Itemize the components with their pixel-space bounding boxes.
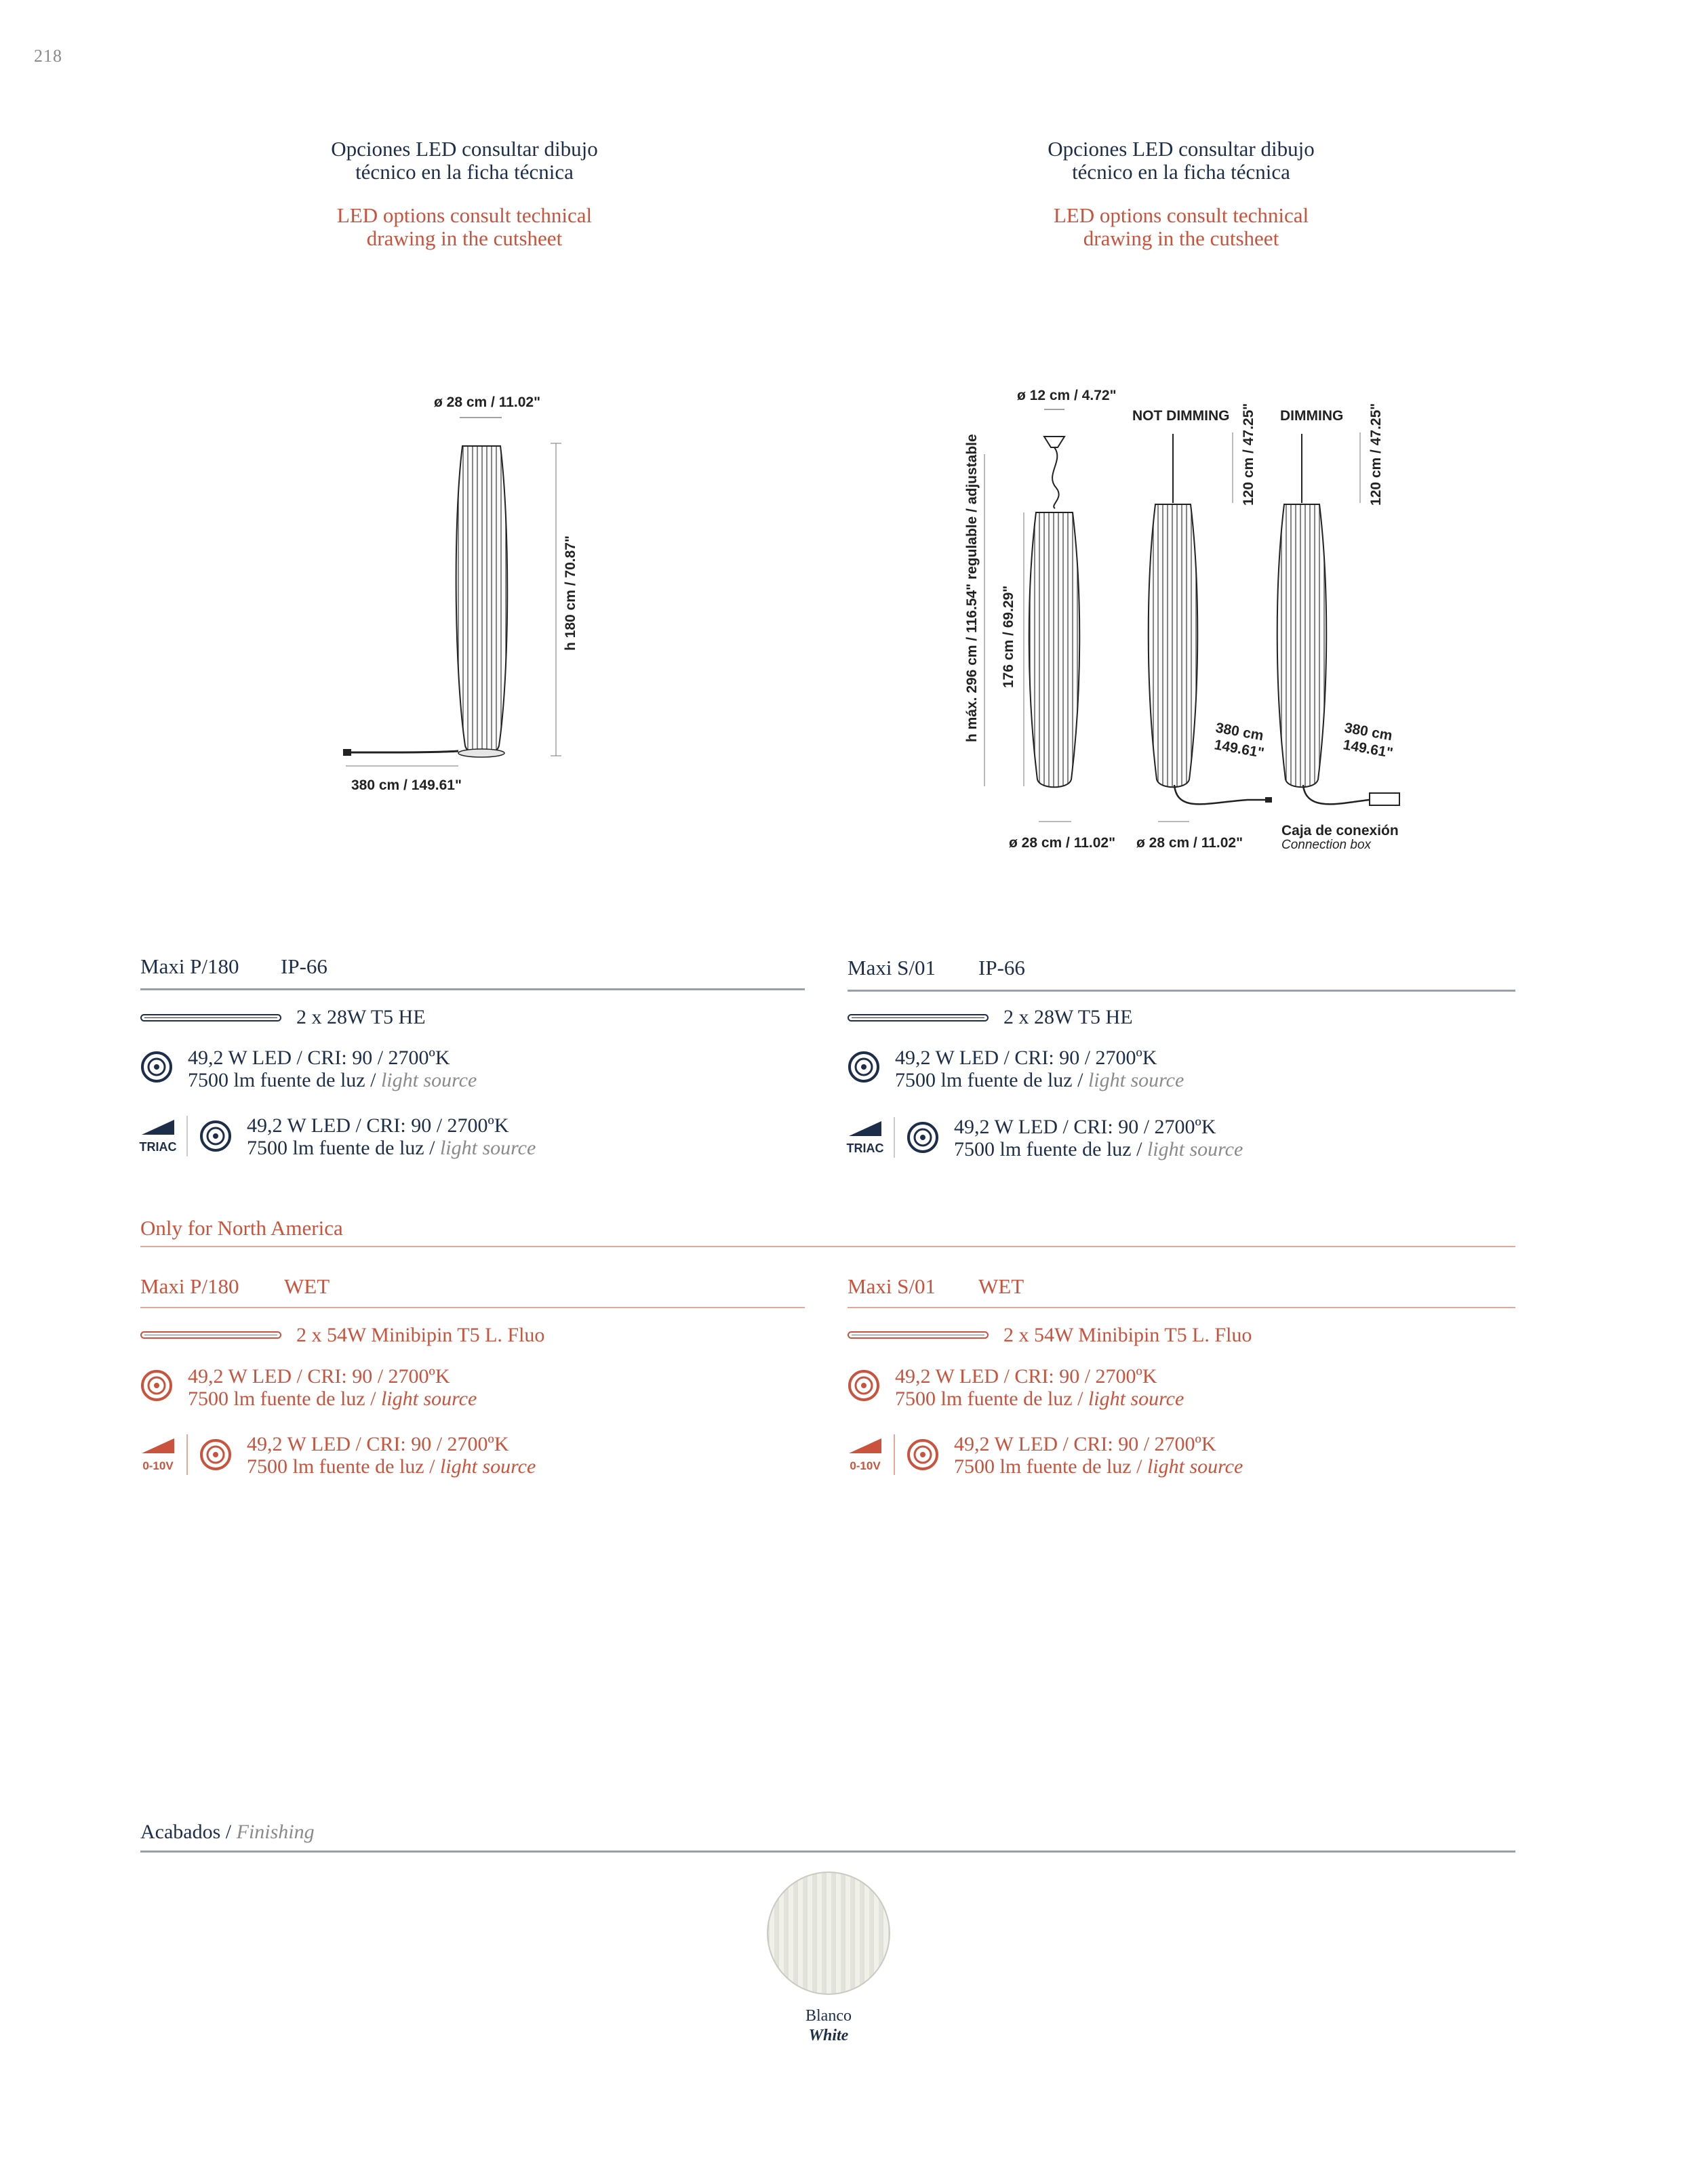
- led-spec-line2: 7500 lm fuente de luz / light source: [188, 1388, 477, 1410]
- led-icon: [140, 1369, 173, 1402]
- model-name: Maxi S/01: [848, 956, 936, 979]
- swatch-name-en: White: [808, 2027, 849, 2044]
- tube-icon: [140, 1331, 281, 1339]
- triac-icon: [846, 1117, 884, 1158]
- light-source-en: light source: [1147, 1138, 1243, 1160]
- label-not-dimming: NOT DIMMING: [1132, 408, 1230, 424]
- finishing-es: Acabados: [140, 1821, 221, 1843]
- page-number: 218: [34, 46, 62, 66]
- light-source-es: 7500 lm fuente de luz: [895, 1069, 1073, 1091]
- triac-icon: [139, 1116, 177, 1156]
- intro-left: [261, 138, 668, 250]
- led-icon: [907, 1438, 939, 1471]
- intro-es: [978, 138, 1385, 184]
- light-source-en: light source: [439, 1455, 536, 1478]
- model-name: Maxi S/01: [848, 1274, 936, 1298]
- light-source-en: light source: [1088, 1069, 1184, 1091]
- dim-cable: 380 cm / 149.61": [351, 777, 462, 793]
- icon-separator: [894, 1117, 895, 1158]
- tube-icon: [140, 1014, 281, 1022]
- dim-label: 0-10V: [142, 1459, 174, 1472]
- intro-en: [978, 204, 1385, 250]
- triac-label: TRIAC: [139, 1140, 177, 1154]
- intro-en-line1: LED options consult technical: [336, 203, 593, 227]
- dim-height: h 180 cm / 70.87": [563, 535, 578, 651]
- led-icon: [140, 1051, 173, 1083]
- icon-separator: [186, 1434, 188, 1475]
- led-icon: [199, 1438, 232, 1471]
- led-spec-line1: 49,2 W LED / CRI: 90 / 2700ºK: [247, 1114, 509, 1137]
- left-header: [140, 954, 805, 982]
- intro-es-line1: Opciones LED consultar dibujo: [1048, 137, 1315, 161]
- intro-en-line2: drawing in the cutsheet: [1083, 226, 1279, 250]
- dim-canopy: ø 12 cm / 4.72": [1017, 388, 1117, 403]
- rating: WET: [284, 1274, 330, 1298]
- swatch-name-es: Blanco: [805, 2007, 852, 2025]
- dim-diameter-top: ø 28 cm / 11.02": [434, 395, 541, 410]
- led-spec-line2: 7500 lm fuente de luz / light source: [247, 1455, 536, 1478]
- led-spec-line1: 49,2 W LED / CRI: 90 / 2700ºK: [954, 1433, 1216, 1455]
- na-right-header: [848, 1274, 1515, 1301]
- led-spec-line1: 49,2 W LED / CRI: 90 / 2700ºK: [247, 1433, 509, 1455]
- model-name: Maxi P/180: [140, 954, 239, 978]
- light-source-en: light source: [380, 1069, 477, 1091]
- led-spec-2: [247, 1114, 536, 1159]
- dim-380-a-cm: 380 cm: [1214, 720, 1265, 744]
- light-source-es: 7500 lm fuente de luz: [895, 1388, 1073, 1410]
- light-source-es: 7500 lm fuente de luz: [188, 1388, 365, 1410]
- led-spec-line2: 7500 lm fuente de luz / light source: [895, 1069, 1184, 1091]
- led-spec-line1: 49,2 W LED / CRI: 90 / 2700ºK: [895, 1047, 1157, 1069]
- dim-base-b: ø 28 cm / 11.02": [1136, 835, 1243, 851]
- divider: [848, 1307, 1515, 1308]
- dim-120-not-dimming: 120 cm / 47.25": [1241, 403, 1256, 506]
- tube-spec: 2 x 28W T5 HE: [296, 1006, 426, 1028]
- intro-es-line1: Opciones LED consultar dibujo: [331, 137, 598, 161]
- led-spec-line2: 7500 lm fuente de luz / light source: [247, 1137, 536, 1159]
- led-icon: [199, 1120, 232, 1152]
- led-spec-line1: 49,2 W LED / CRI: 90 / 2700ºK: [954, 1116, 1216, 1138]
- dimming-0-10v-icon: [139, 1434, 177, 1475]
- icon-separator: [894, 1434, 895, 1475]
- divider: [140, 1246, 1515, 1247]
- floor-lamp-drawing: [339, 386, 583, 807]
- led-spec-1: [895, 1047, 1184, 1091]
- intro-en-line2: drawing in the cutsheet: [366, 226, 563, 250]
- dim-hmax: h máx. 296 cm / 116.54" regulable / adjustable: [964, 434, 980, 742]
- dim-label: 0-10V: [850, 1459, 881, 1472]
- light-source-en: light source: [439, 1137, 536, 1159]
- suspension-lamp-drawing: [963, 380, 1424, 854]
- box-label-en: Connection box: [1281, 838, 1372, 852]
- light-source-en: light source: [1147, 1455, 1243, 1478]
- intro-en: [261, 204, 668, 250]
- light-source-es: 7500 lm fuente de luz: [188, 1069, 365, 1091]
- icon-separator: [186, 1116, 188, 1156]
- tube-spec: 2 x 28W T5 HE: [1003, 1006, 1133, 1028]
- dim-120-dimming: 120 cm / 47.25": [1368, 403, 1384, 506]
- light-source-es: 7500 lm fuente de luz: [247, 1455, 424, 1478]
- led-icon: [907, 1121, 939, 1154]
- led-spec-2: [954, 1116, 1243, 1160]
- light-source-es: 7500 lm fuente de luz: [954, 1138, 1132, 1160]
- divider: [140, 988, 805, 990]
- dim-380-b-in: 149.61": [1342, 737, 1395, 761]
- dim-base-a: ø 28 cm / 11.02": [1009, 835, 1116, 851]
- box-label-es: Caja de conexión: [1281, 823, 1399, 838]
- right-header: [848, 956, 1515, 983]
- led-icon: [848, 1051, 880, 1083]
- dim-380-b-cm: 380 cm: [1343, 720, 1394, 744]
- led-spec-line1: 49,2 W LED / CRI: 90 / 2700ºK: [188, 1047, 450, 1069]
- na-left-header: [140, 1274, 805, 1301]
- rating: IP-66: [281, 954, 327, 978]
- north-america-title: Only for North America: [140, 1216, 343, 1240]
- led-spec-line2: 7500 lm fuente de luz / light source: [954, 1138, 1243, 1160]
- model-name: Maxi P/180: [140, 1274, 239, 1298]
- divider: [140, 1307, 805, 1308]
- divider: [140, 1851, 1515, 1853]
- led-spec-line2: 7500 lm fuente de luz / light source: [895, 1388, 1184, 1410]
- rating: WET: [978, 1274, 1024, 1298]
- light-source-es: 7500 lm fuente de luz: [954, 1455, 1132, 1478]
- dim-380-a-in: 149.61": [1213, 737, 1266, 761]
- swatch-white[interactable]: [765, 1869, 892, 1997]
- led-spec-2: [954, 1433, 1243, 1478]
- triac-label: TRIAC: [846, 1141, 884, 1155]
- finishing-en: Finishing: [236, 1821, 315, 1843]
- tube-spec: 2 x 54W Minibipin T5 L. Fluo: [296, 1324, 545, 1346]
- led-spec-1: [895, 1365, 1184, 1410]
- light-source-es: 7500 lm fuente de luz: [247, 1137, 424, 1159]
- finishing-title: Acabados / Finishing: [140, 1821, 315, 1843]
- intro-en-line1: LED options consult technical: [1053, 203, 1309, 227]
- dimming-0-10v-icon: [846, 1434, 884, 1475]
- intro-es-line2: técnico en la ficha técnica: [1072, 160, 1290, 184]
- light-source-en: light source: [1088, 1388, 1184, 1410]
- led-spec-line2: 7500 lm fuente de luz / light source: [954, 1455, 1243, 1478]
- led-spec-line1: 49,2 W LED / CRI: 90 / 2700ºK: [895, 1365, 1157, 1388]
- label-dimming: DIMMING: [1280, 408, 1344, 424]
- rating: IP-66: [978, 956, 1025, 979]
- tube-spec: 2 x 54W Minibipin T5 L. Fluo: [1003, 1324, 1252, 1346]
- dim-176: 176 cm / 69.29": [1001, 585, 1016, 688]
- intro-es: [261, 138, 668, 184]
- divider: [848, 990, 1515, 992]
- tube-icon: [848, 1014, 989, 1022]
- tube-icon: [848, 1331, 989, 1339]
- intro-right: [978, 138, 1385, 250]
- led-spec-2: [247, 1433, 536, 1478]
- swatch-label: [761, 2006, 896, 2046]
- intro-es-line2: técnico en la ficha técnica: [355, 160, 574, 184]
- light-source-en: light source: [380, 1388, 477, 1410]
- led-spec-1: [188, 1365, 477, 1410]
- led-spec-1: [188, 1047, 477, 1091]
- led-spec-line1: 49,2 W LED / CRI: 90 / 2700ºK: [188, 1365, 450, 1388]
- led-spec-line2: 7500 lm fuente de luz / light source: [188, 1069, 477, 1091]
- led-icon: [848, 1369, 880, 1402]
